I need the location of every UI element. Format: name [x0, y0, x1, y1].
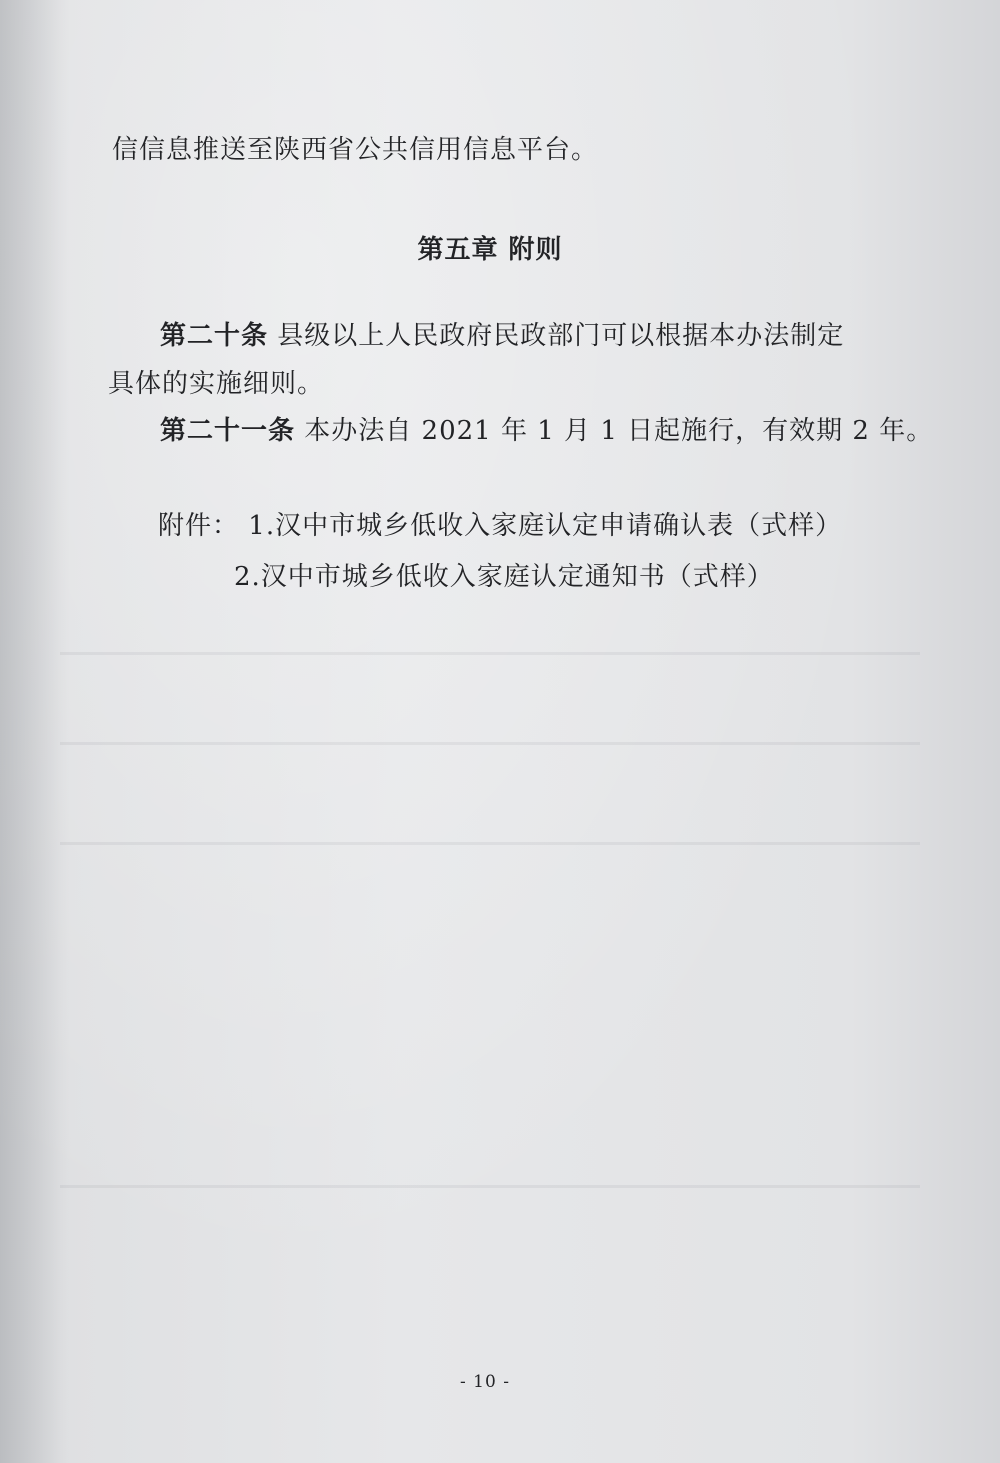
attachment-item: 2.汉中市城乡低收入家庭认定通知书（式样）	[234, 562, 774, 592]
article-text-continuation: 具体的实施细则。	[108, 369, 325, 399]
page-number: - 10 -	[460, 1372, 510, 1392]
attachments-line-1	[158, 509, 842, 543]
attachments-label: 附件：	[158, 511, 240, 541]
article-text: 本办法自 2021 年 1 月 1 日起施行，有效期 2 年。	[304, 416, 934, 446]
continuation-paragraph: 信信息推送至陕西省公共信用信息平台。	[112, 135, 599, 165]
page-shadow-edge	[0, 0, 70, 1463]
article-number: 第二十一条	[160, 416, 296, 446]
bleed-through-mark	[60, 652, 920, 655]
attachment-item: 1.汉中市城乡低收入家庭认定申请确认表（式样）	[248, 511, 843, 541]
article-20	[160, 319, 844, 353]
article-21	[160, 414, 933, 448]
article-text: 县级以上人民政府民政部门可以根据本办法制定	[277, 321, 845, 351]
bleed-through-mark	[60, 842, 920, 845]
bleed-through-mark	[60, 742, 920, 745]
chapter-title: 第五章 附则	[417, 235, 563, 265]
bleed-through-mark	[60, 1185, 920, 1188]
article-number: 第二十条	[160, 321, 269, 351]
